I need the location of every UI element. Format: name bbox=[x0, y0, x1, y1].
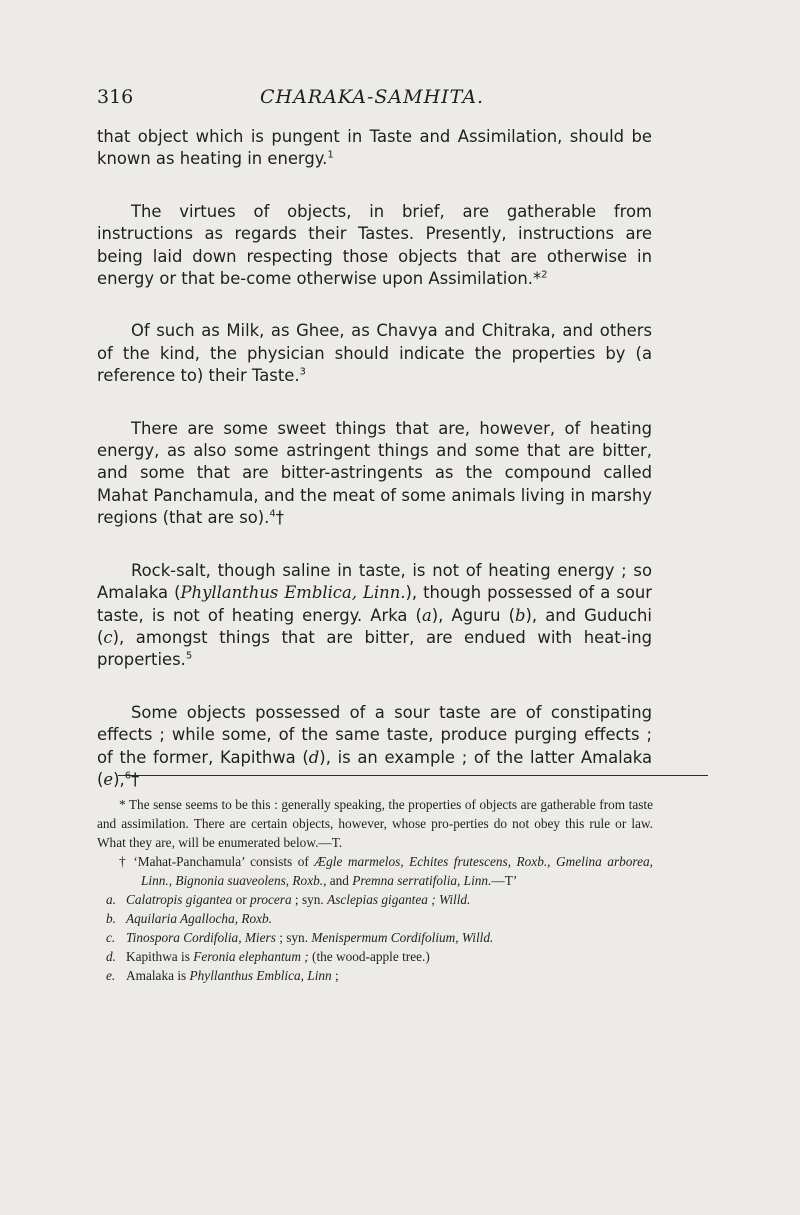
latin-name: Calatropis gigantea bbox=[126, 892, 233, 907]
paragraph-text: Of such as Milk, as Ghee, as Chavya and Chitraka, and others of the kind, the physician should indicate the properties by (a reference to) their Taste. bbox=[97, 321, 652, 386]
paragraph-text: ), though possessed of a sour taste, is not of heating energy. Arka ( bbox=[97, 583, 652, 625]
footnote-text: Kapithwa is bbox=[126, 949, 194, 964]
latin-name: Premna serratifolia, Linn. bbox=[352, 873, 492, 888]
footnote-c bbox=[97, 928, 653, 947]
footnote-b bbox=[97, 909, 653, 928]
latin-name: procera bbox=[250, 892, 292, 907]
note-letter: e bbox=[103, 769, 114, 789]
footnote-ref: 1 bbox=[327, 149, 334, 161]
paragraph-text: ), Aguru ( bbox=[431, 605, 516, 625]
paragraph-text: ), is an example ; of the latter Amalaka ( bbox=[97, 747, 652, 789]
paragraph-text: Some objects possessed of a sour taste are of constipating effects ; while some, of the same taste, produce purging effects ; of the former, Kapithwa ( bbox=[97, 702, 652, 767]
paragraph-text: Rock-salt, though saline in taste, is not of heating energy ; so Amalaka ( bbox=[97, 560, 652, 603]
footnote-ref: 5 bbox=[185, 650, 193, 662]
footnotes bbox=[97, 795, 653, 985]
latin-name: Feronia elephantum ; bbox=[193, 949, 309, 964]
note-letter: d bbox=[308, 747, 320, 767]
paragraph-4 bbox=[97, 418, 652, 530]
paragraph-2 bbox=[97, 201, 652, 291]
page-number: 316 bbox=[97, 86, 134, 108]
footnote-ref: 2 bbox=[541, 269, 548, 281]
paragraph-5 bbox=[97, 560, 652, 672]
paragraph-text: There are some sweet things that are, however, of heating energy, as also some astringent things and some that are bitter, and some that are bitter-astringents as the compound called Mahat Panchamula, and the meat of some animals living in marshy regions (that are so). bbox=[97, 418, 652, 528]
latin-name: Aquilaria Agallocha, Roxb. bbox=[126, 911, 273, 926]
footnote-text: ; syn. bbox=[291, 892, 328, 907]
footnote-mark: c. bbox=[106, 930, 116, 945]
latin-name: Ægle marmelos, Echites frutescens, Roxb., Gmelina arborea, Linn., Bignonia suaveolens, Roxb., bbox=[141, 854, 653, 888]
latin-name: Phyllanthus Emblica, Linn. bbox=[180, 583, 406, 603]
footnote-rule bbox=[118, 775, 708, 776]
paragraph-3 bbox=[97, 320, 652, 387]
footnote-ref: 3 bbox=[299, 366, 306, 378]
footnote-text: —T’ bbox=[491, 873, 518, 888]
footnote-ref: 4 bbox=[269, 508, 276, 520]
footnote-text: † ‘Mahat-Panchamula’ consists of bbox=[119, 854, 315, 869]
note-letter: c bbox=[103, 627, 113, 647]
footnote-d bbox=[97, 947, 653, 966]
dagger-mark: † bbox=[131, 769, 140, 789]
footnote-mark: b. bbox=[106, 911, 116, 926]
paragraph-1 bbox=[97, 126, 652, 171]
latin-name: Tinospora Cordifolia, Miers bbox=[126, 930, 276, 945]
footnote-text: ; syn. bbox=[275, 930, 312, 945]
paragraph-6 bbox=[97, 702, 652, 792]
footnote-text: ; bbox=[331, 968, 339, 983]
note-letter: b bbox=[515, 605, 526, 625]
latin-name: Asclepias gigantea ; Willd. bbox=[327, 892, 471, 907]
paragraph-text: The virtues of objects, in brief, are gatherable from instructions as regards their Tastes. Presently, instructions are being laid down respecting those objects that are otherwise in energy or that be-come otherwise upon Assimilation.* bbox=[97, 201, 652, 289]
footnote-mark: a. bbox=[106, 892, 116, 907]
footnote-mark: e. bbox=[106, 968, 116, 983]
footnote-star: * The sense seems to be this : generally speaking, the properties of objects are gatherable from taste and assimilation. There are certain objects, however, whose pro-perties do not obey this rule or law. What they are, will be enumerated below.—T. bbox=[97, 797, 653, 850]
footnote-text: or bbox=[232, 892, 250, 907]
footnote-e bbox=[97, 966, 653, 985]
footnote-dagger bbox=[119, 852, 653, 890]
footnote-a bbox=[97, 890, 653, 909]
note-letter: a bbox=[421, 605, 432, 625]
main-text bbox=[97, 126, 652, 791]
footnote-text: Amalaka is bbox=[126, 968, 190, 983]
dagger-mark: † bbox=[275, 508, 284, 528]
paragraph-text: ), amongst things that are bitter, are endued with heat-ing properties. bbox=[97, 627, 652, 670]
paragraph-text: ), bbox=[113, 769, 125, 789]
footnote-ref: 6 bbox=[124, 770, 132, 782]
running-title: CHARAKA-SAMHITA. bbox=[260, 86, 485, 108]
footnote-text: (the wood-apple tree.) bbox=[308, 949, 430, 964]
page-header bbox=[97, 86, 697, 112]
footnote-mark: d. bbox=[106, 949, 116, 964]
paragraph-text: that object which is pungent in Taste and Assimilation, should be known as heating in energy. bbox=[97, 127, 652, 169]
footnote-text: and bbox=[326, 873, 353, 888]
paragraph-text: ), and Guduchi ( bbox=[97, 605, 652, 647]
latin-name: Menispermum Cordifolium, Willd. bbox=[311, 930, 494, 945]
latin-name: Phyllanthus Emblica, Linn bbox=[189, 968, 332, 983]
